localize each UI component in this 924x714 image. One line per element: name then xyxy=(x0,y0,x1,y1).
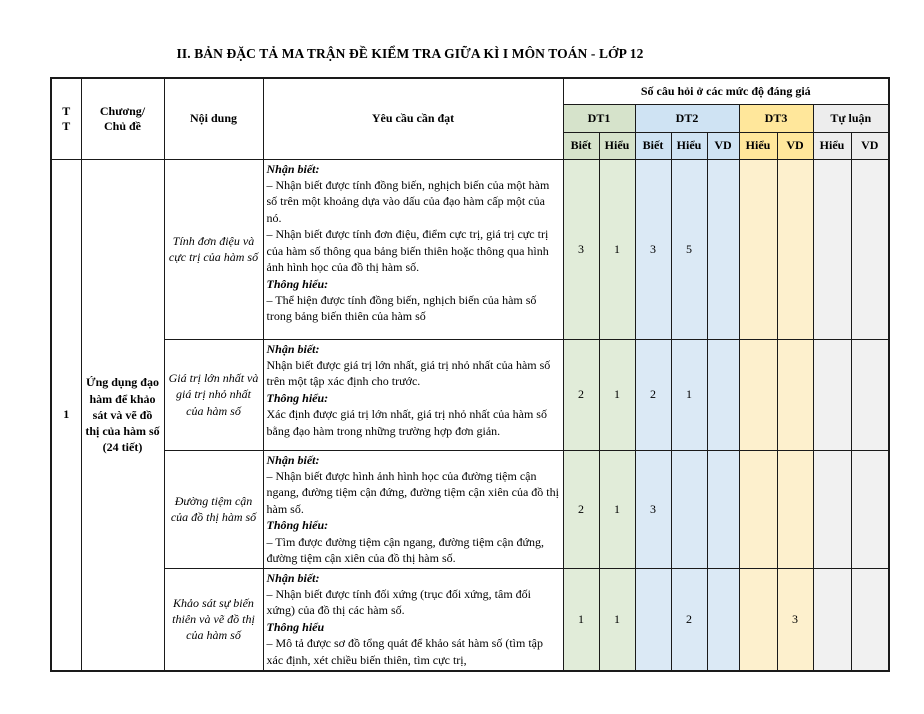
requirement-level-heading: Thông hiểu: xyxy=(266,518,329,533)
count-dt3-vd xyxy=(777,450,813,568)
matrix-table-container xyxy=(50,77,890,672)
count-tuluan-hieu xyxy=(813,339,851,450)
count-dt2-biet: 3 xyxy=(635,159,671,339)
requirement-level-heading: Nhận biết: xyxy=(266,452,320,467)
count-dt3-vd xyxy=(777,339,813,450)
matrix-table xyxy=(50,77,890,672)
header-dt3-vd: VD xyxy=(777,132,813,159)
requirements-cell xyxy=(263,339,563,450)
count-tuluan-vd xyxy=(851,568,889,671)
requirement-level-heading: Nhận biết: xyxy=(266,341,320,356)
count-dt2-vd xyxy=(707,159,739,339)
header-noi-dung: Nội dung xyxy=(164,78,263,159)
header-tt xyxy=(51,78,81,159)
requirement-text: Nhận biết được giá trị lớn nhất, giá trị nhỏ nhất của hàm số trên một tập xác định cho trước. xyxy=(266,357,551,389)
header-dt2-biet: Biết xyxy=(635,132,671,159)
count-dt3-hieu xyxy=(739,159,777,339)
header-chuong-line2: Chủ đề xyxy=(103,118,141,133)
header-chuong-chude xyxy=(81,78,164,159)
count-dt1-hieu: 1 xyxy=(599,450,635,568)
count-dt2-hieu: 5 xyxy=(671,159,707,339)
header-dt1-hieu: Hiểu xyxy=(599,132,635,159)
header-chuong-line1: Chương/ xyxy=(99,103,146,118)
document-title: II. BẢN ĐẶC TẢ MA TRẬN ĐỀ KIỂM TRA GIỮA KÌ I MÔN TOÁN - LỚP 12 xyxy=(176,46,644,61)
count-tuluan-vd xyxy=(851,339,889,450)
requirements-cell xyxy=(263,159,563,339)
count-dt2-hieu: 2 xyxy=(671,568,707,671)
header-group-tu-luan: Tự luận xyxy=(813,104,889,132)
count-dt1-hieu: 1 xyxy=(599,159,635,339)
count-dt2-hieu xyxy=(671,450,707,568)
requirement-text: Xác định được giá trị lớn nhất, giá trị nhỏ nhất của hàm số bằng đạo hàm trong những trường hợp đơn giản. xyxy=(266,407,547,438)
header-group-dt2: DT2 xyxy=(635,104,739,132)
requirement-text: – Tìm được đường tiệm cận ngang, đường tiệm cận đứng, đường tiệm cận xiên của đồ thị hàm số. xyxy=(266,534,544,566)
requirement-text: – Nhận biết được tính đơn điệu, điểm cực trị, giá trị cực trị của hàm số thông qua bảng biến thiên hoặc thông qua hình ảnh hình học của đồ thị hàm số. xyxy=(266,227,549,275)
count-dt3-vd xyxy=(777,159,813,339)
count-dt2-vd xyxy=(707,339,739,450)
count-dt3-hieu xyxy=(739,339,777,450)
content-topic: Tính đơn điệu và cực trị của hàm số xyxy=(164,159,263,339)
count-dt3-hieu xyxy=(739,450,777,568)
header-tt-line1: T xyxy=(62,103,71,118)
count-tuluan-hieu xyxy=(813,568,851,671)
count-tuluan-hieu xyxy=(813,159,851,339)
count-dt2-biet: 2 xyxy=(635,339,671,450)
header-yeu-cau: Yêu cầu cần đạt xyxy=(263,78,563,159)
count-dt3-vd: 3 xyxy=(777,568,813,671)
requirement-level-heading: Thông hiểu: xyxy=(266,276,329,291)
header-tt-line2: T xyxy=(62,118,71,133)
count-dt2-vd xyxy=(707,450,739,568)
requirements-cell xyxy=(263,450,563,568)
count-dt1-biet: 2 xyxy=(563,450,599,568)
header-dt1-biet: Biết xyxy=(563,132,599,159)
count-dt1-biet: 1 xyxy=(563,568,599,671)
requirement-level-heading: Nhận biết: xyxy=(266,570,320,585)
count-tuluan-vd xyxy=(851,159,889,339)
requirement-text: – Nhận biết được tính đồng biến, nghịch biến của một hàm số trên một khoảng dựa vào dấu của đạo hàm cấp một của nó. xyxy=(266,177,550,225)
requirement-level-heading: Nhận biết: xyxy=(266,161,320,176)
header-dt2-vd: VD xyxy=(707,132,739,159)
header-group-dt3: DT3 xyxy=(739,104,813,132)
requirement-level-heading: Thông hiểu: xyxy=(266,390,329,405)
count-dt1-biet: 3 xyxy=(563,159,599,339)
count-dt1-hieu: 1 xyxy=(599,568,635,671)
content-topic: Đường tiệm cận của đồ thị hàm số xyxy=(164,450,263,568)
header-tuluan-hieu: Hiểu xyxy=(813,132,851,159)
content-topic: Giá trị lớn nhất và giá trị nhỏ nhất của hàm số xyxy=(164,339,263,450)
requirement-text: – Nhận biết được hình ảnh hình học của đường tiệm cận ngang, đường tiệm cận đứng, đường tiệm cận xiên của đồ thị hàm số. xyxy=(266,468,559,516)
chapter-topic: Ứng dụng đạo hàm để khảo sát và vẽ đồ thị của hàm số (24 tiết) xyxy=(81,159,164,671)
count-dt3-hieu xyxy=(739,568,777,671)
header-dt2-hieu: Hiểu xyxy=(671,132,707,159)
count-tuluan-vd xyxy=(851,450,889,568)
requirement-level-heading: Thông hiểu xyxy=(266,619,325,634)
header-group-dt1: DT1 xyxy=(563,104,635,132)
count-dt2-hieu: 1 xyxy=(671,339,707,450)
header-so-cau-hoi: Số câu hỏi ở các mức độ đáng giá xyxy=(563,78,889,104)
count-dt1-hieu: 1 xyxy=(599,339,635,450)
count-tuluan-hieu xyxy=(813,450,851,568)
requirements-cell xyxy=(263,568,563,671)
count-dt2-biet xyxy=(635,568,671,671)
content-topic: Khảo sát sự biến thiên và vẽ đồ thị của hàm số xyxy=(164,568,263,671)
requirement-text: – Thể hiện được tính đồng biến, nghịch biến của hàm số trong bảng biến thiên của hàm số xyxy=(266,293,537,324)
count-dt2-vd xyxy=(707,568,739,671)
count-dt1-biet: 2 xyxy=(563,339,599,450)
requirement-text: – Nhận biết được tính đối xứng (trục đối xứng, tâm đối xứng) của đồ thị các hàm số. xyxy=(266,587,531,618)
count-dt2-biet: 3 xyxy=(635,450,671,568)
header-dt3-hieu: Hiểu xyxy=(739,132,777,159)
requirement-text: – Mô tả được sơ đồ tổng quát để khảo sát hàm số (tìm tập xác định, xét chiều biến thiên, tìm cực trị, xyxy=(266,636,543,667)
row-number: 1 xyxy=(51,159,81,671)
header-tuluan-vd: VD xyxy=(851,132,889,159)
